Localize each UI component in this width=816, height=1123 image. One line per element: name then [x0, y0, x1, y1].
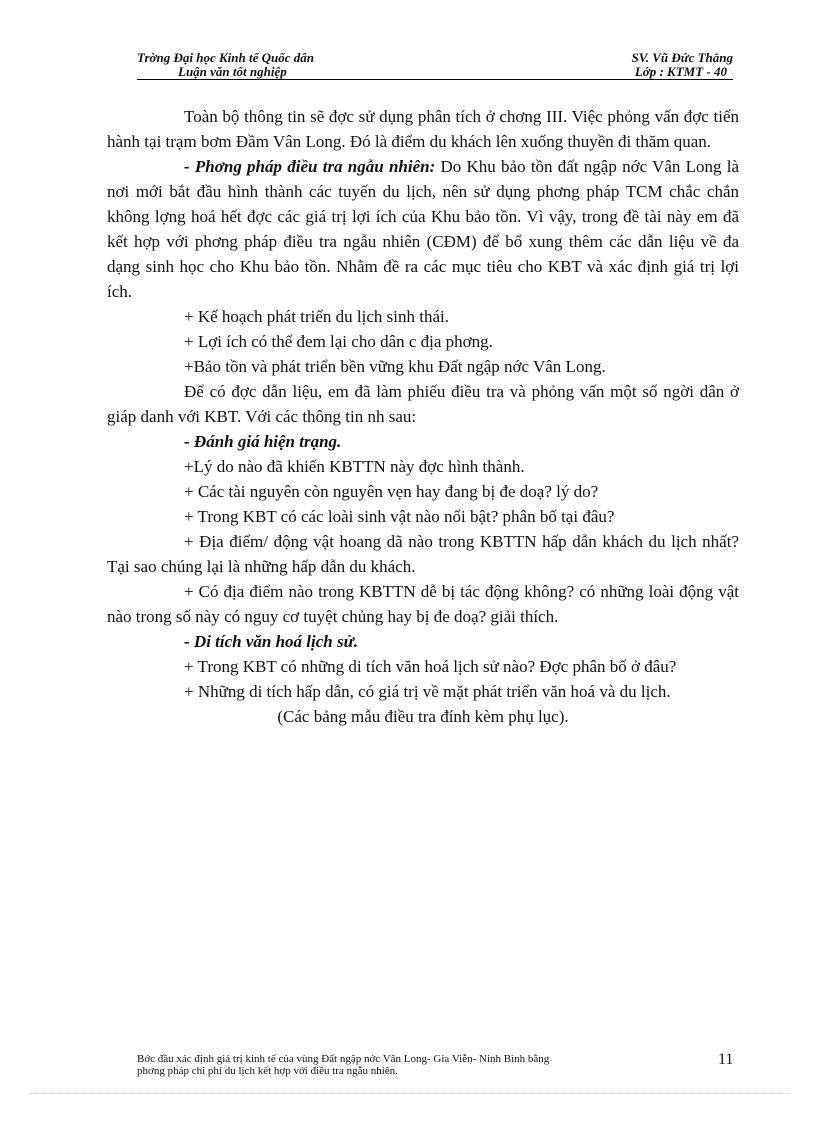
question-species: + Trong KBT có các loài sinh vật nào nổi bật? phân bố tại đâu?	[184, 507, 615, 526]
header-rule	[137, 79, 733, 80]
heading-status-assessment: - Đánh giá hiện trạng.	[184, 432, 342, 451]
question-vulnerable: + Có địa điểm nào trong KBTTN dễ bị tác động không? có những loài động vật nào trong số này có nguy cơ tuyệt chủng hay bị đe doạ? giải thích.	[107, 582, 739, 626]
footer-line-1: Bớc đầu xác định giá trị kinh tế của vùng Đất ngập nớc Vân Long- Gia Viễn- Ninh Bình bằng	[137, 1053, 550, 1065]
question-heritage-sites: + Trong KBT có những di tích văn hoá lịch sử nào? Đợc phân bố ở đâu?	[184, 657, 677, 676]
question-attractions: + Địa điểm/ động vật hoang dã nào trong KBTTN hấp dẫn khách du lịch nhất? Tại sao chúng lại là những hấp dẫn du khách.	[107, 532, 739, 576]
class-label: Lớp : KTMT - 40	[634, 64, 727, 79]
student-name: SV. Vũ Đức Thắng	[631, 50, 733, 65]
appendix-note: (Các bảng mẫu điều tra đính kèm phụ lục).	[277, 707, 569, 726]
bullet-conservation: +Bảo tồn và phát triển bền vững khu Đất ngập nớc Vân Long.	[184, 357, 606, 376]
page-footer	[137, 1053, 657, 1077]
paragraph-interview: Toàn bộ thông tin sẽ đợc sử dụng phân tích ở chơng III. Việc phỏng vấn đợc tiến hành tại trạm bơm Đầm Vân Long. Đó là điểm du khách lên xuống thuyền đi thăm quan.	[107, 107, 739, 151]
page-bottom-divider	[30, 1093, 790, 1094]
footer-line-2: phơng pháp chi phí du lịch kết hợp với điều tra ngẫu nhiên.	[137, 1065, 398, 1077]
heading-heritage: - Di tích văn hoá lịch sử.	[184, 632, 359, 651]
method-text: Do Khu bảo tồn đất ngập nớc Vân Long là nơi mới bắt đầu hình thành các tuyến du lịch, nên sử dụng phơng pháp TCM chắc chắn không lợng hoá hết đợc các giá trị lợi ích của Khu bảo tồn. Vì vậy, trong đề tài này em đã kết hợp với phơng pháp điều tra ngẫu nhiên (CĐM) để bổ xung thêm các dẫn liệu về đa dạng sinh học cho Khu bảo tồn. Nhằm đề ra các mục tiêu cho KBT và xác định giá trị lợi ích.	[107, 157, 740, 301]
page-number: 11	[718, 1051, 734, 1068]
method-heading: - Phơng pháp điều tra ngẫu nhiên:	[184, 157, 436, 176]
question-reason: +Lý do nào đã khiến KBTTN này đợc hình thành.	[184, 457, 525, 476]
document-body	[107, 104, 739, 729]
bullet-ecotourism-plan: + Kế hoạch phát triển du lịch sinh thái.	[184, 307, 449, 326]
question-heritage-value: + Những di tích hấp dẫn, có giá trị về mặt phát triển văn hoá và du lịch.	[184, 682, 671, 701]
paragraph-questionnaire: Để có đợc dẫn liệu, em đã làm phiếu điều tra và phỏng vấn một số ngời dân ở giáp danh với KBT. Với các thông tin nh sau:	[107, 382, 739, 426]
paragraph-random-survey	[107, 154, 739, 304]
question-resources: + Các tài nguyên còn nguyên vẹn hay đang bị đe doạ? lý do?	[184, 482, 599, 501]
university-name: Trờng Đại học Kinh tế Quốc dân	[137, 50, 314, 65]
bullet-local-benefit: + Lợi ích có thể đem lại cho dân c địa phơng.	[184, 332, 493, 351]
thesis-label: Luận văn tốt nghiệp	[178, 64, 287, 79]
